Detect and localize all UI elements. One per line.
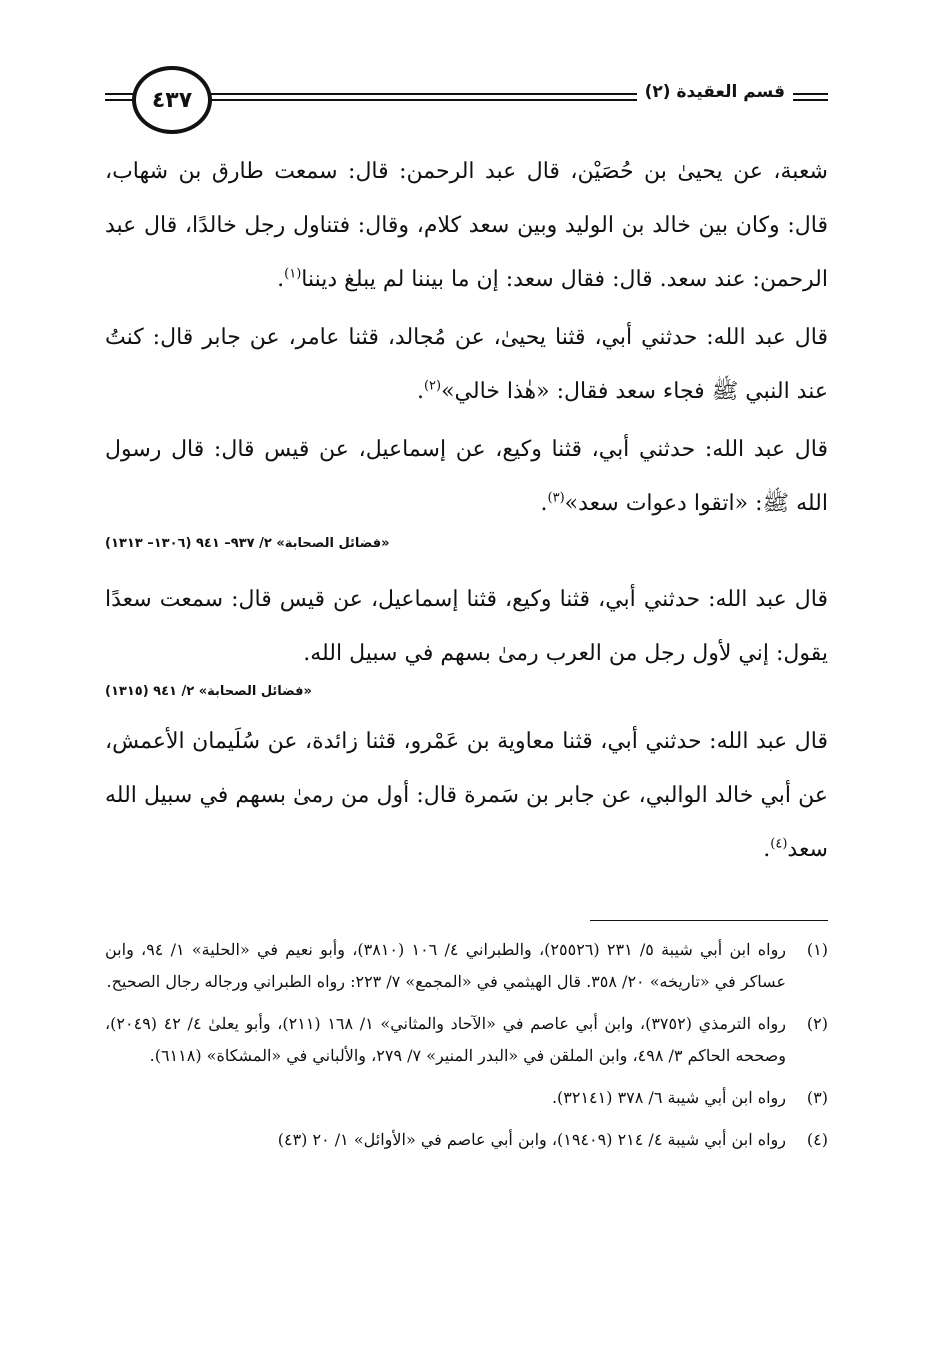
- footnote-number: (١): [806, 940, 828, 959]
- paragraph: قال عبد الله: حدثني أبي، قثنا يحيىٰ، عن مُجالد، قثنا عامر، عن جابر قال: كنتُ عند النبي ﷺ فجاء سعد فقال: «هٰذا خالي»$^{(٢)}$.: [105, 325, 828, 404]
- footnote-number: (٣): [806, 1088, 828, 1107]
- footnote-text: رواه ابن أبي شيبة ٥/ ٢٣١ (٢٥٥٢٦)، والطبراني ٤/ ١٠٦ (٣٨١٠)، وأبو نعيم في «الحلية» ١/ ٩٤، وابن عساكر في «تاريخه» ٢٠/ ٣٥٨. قال الهيثمي في «المجمع» ٧/ ٢٢٣: رواه الطبراني ورجاله رجال الصحيح.: [105, 940, 787, 991]
- paragraph: قال عبد الله: حدثني أبي، قثنا وكيع، قثنا إسماعيل، عن قيس قال: سمعت سعدًا يقول: إني لأول رجل من العرب رمىٰ بسهم في سبيل الله.: [105, 587, 828, 666]
- page-number: ٤٣٧: [151, 87, 193, 113]
- header-rule-left-2: [105, 99, 135, 101]
- footnote-mark: (١): [284, 266, 302, 282]
- source-reference: «فضائل الصحابة» ٢/ ٩٤١ (١٣١٥): [105, 684, 312, 699]
- footnote: [105, 1124, 828, 1156]
- paragraph: قال عبد الله: حدثني أبي، قثنا معاوية بن عَمْرو، قثنا زائدة، عن سُلَيمان الأعمش، عن أبي خالد الوالبي، عن جابر بن سَمرة قال: أول من رمىٰ بسهم في سبيل الله سعد$^{(٤)}$.: [105, 729, 828, 862]
- footnote: [105, 1082, 828, 1114]
- footnotes: [105, 934, 828, 1156]
- paragraph: شعبة، عن يحيىٰ بن حُصَيْن، قال عبد الرحمن: قال: سمعت طارق بن شهاب، قال: وكان بين خالد بن الوليد وبين سعد كلام، وقال: فتناول رجل خالدًا، قال عبد الرحمن: عند سعد. قال: فقال سعد: إن ما بيننا لم يبلغ ديننا$^{(١)}$.: [105, 159, 828, 292]
- source-reference: «فضائل الصحابة» ٢/ ٩٣٧– ٩٤١ (١٣٠٦– ١٣١٣): [105, 536, 390, 551]
- footnote-text: رواه الترمذي (٣٧٥٢)، وابن أبي عاصم في «الآحاد والمثاني» ١/ ١٦٨ (٢١١)، وأبو يعلىٰ ٤/ ٤٢ (٢٠٤٩)، وصححه الحاكم ٣/ ٤٩٨، وابن الملقن في «البدر المنير» ٧/ ٢٧٩، والألباني في «المشكاة» (٦١١٨).: [105, 1014, 787, 1065]
- page-number-badge: [132, 66, 212, 134]
- footnote: [105, 1008, 828, 1072]
- footnote-mark: (٤): [770, 836, 788, 852]
- footnote: [105, 934, 828, 998]
- footnote-number: (٢): [806, 1014, 828, 1033]
- footnote-text: رواه ابن أبي شيبة ٤/ ٢١٤ (١٩٤٠٩)، وابن أبي عاصم في «الأوائل» ١/ ٢٠ (٤٣): [277, 1130, 786, 1149]
- footnote-number: (٤): [806, 1130, 828, 1149]
- header-rule-left: [105, 93, 135, 95]
- running-head: قسم العقيدة (٢): [637, 82, 793, 102]
- footnote-text: رواه ابن أبي شيبة ٦/ ٣٧٨ (٣٢١٤١).: [551, 1088, 786, 1107]
- paragraph: قال عبد الله: حدثني أبي، قثنا وكيع، عن إسماعيل، عن قيس قال: قال رسول الله ﷺ: «اتقوا دعوات سعد»$^{(٣)}$.: [105, 437, 828, 516]
- footnote-mark: (٢): [423, 378, 442, 394]
- footnote-mark: (٣): [547, 490, 565, 506]
- footnote-separator: [590, 920, 828, 921]
- main-text: [105, 145, 828, 877]
